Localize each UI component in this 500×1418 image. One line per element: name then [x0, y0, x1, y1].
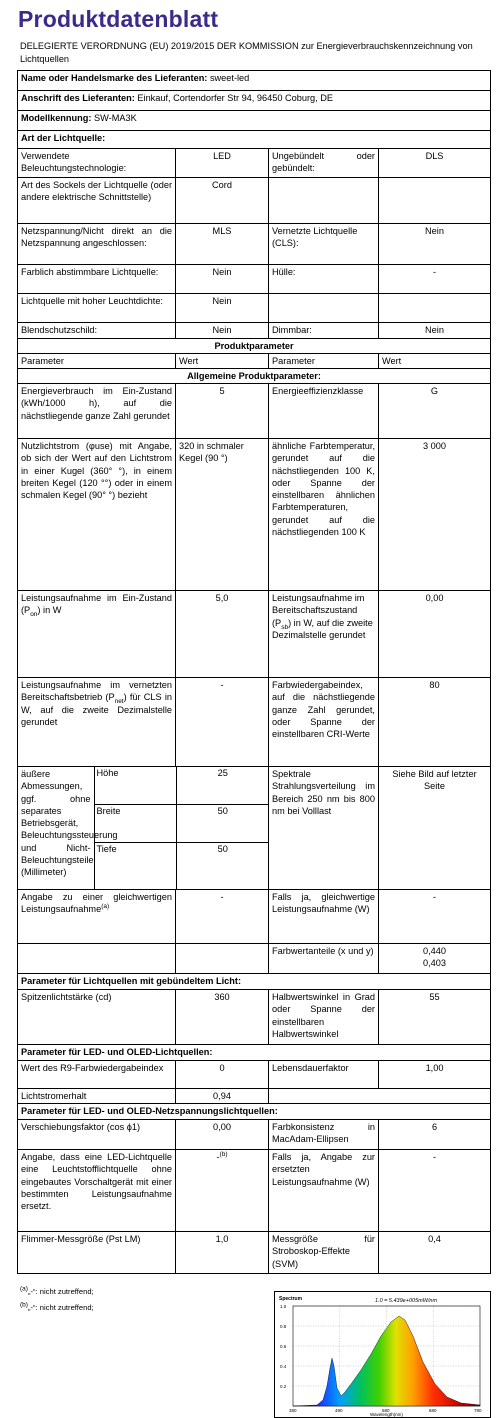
replacement-row [18, 1150, 491, 1232]
supplier-address-label: Anschrift des Lieferanten: [21, 93, 135, 103]
light-source-value: Nein [176, 294, 269, 323]
light-source-label: Art des Sockels der Lichtquelle (oder andere elektrische Schnittstelle) [18, 178, 176, 224]
on-mode-power-value: 5,0 [176, 591, 269, 678]
power-factor-label: Verschiebungsfaktor (cos ϕ1) [18, 1120, 176, 1150]
datasheet-table [17, 70, 491, 1274]
colour-temperature-label: ähnliche Farbtemperatur, gerundet auf die nächstliegenden 100 K, oder Spanne der einstellbaren ähnlichen Farbtemperaturen, gerundet auf die nächstliegenden 100 K [269, 439, 379, 591]
colour-consistency-value: 6 [379, 1120, 491, 1150]
power-factor-value: 0,00 [176, 1120, 269, 1150]
directional-heading-row [18, 974, 491, 990]
light-source-value: Nein [379, 224, 491, 265]
beam-angle-label: Halbwertswinkel in Grad oder Spanne der einstellbaren Halbwertswinkel [269, 990, 379, 1045]
spectrum-corner-label: Spectrum [279, 1296, 303, 1302]
light-source-label: Hülle: [269, 265, 379, 294]
consumption-row [18, 384, 491, 439]
spectrum-y-tick: 0.4 [280, 1364, 287, 1369]
height-label: Höhe [94, 767, 176, 805]
light-source-label: Netzspannung/Nicht direkt an die Netzspannung angeschlossen: [18, 224, 176, 265]
dimensions-row [18, 767, 491, 890]
model-row [18, 111, 491, 131]
energy-consumption-value: 5 [176, 384, 269, 439]
spectrum-y-tick: 0.8 [280, 1324, 287, 1329]
spectrum-image [274, 1291, 491, 1418]
light-source-label: Lichtquelle mit hoher Leuchtdichte: [18, 294, 176, 323]
general-params-heading-row [18, 369, 491, 384]
spectrum-x-tick: 380 [289, 1408, 297, 1413]
light-source-value: DLS [379, 149, 491, 178]
peak-intensity-label: Spitzenlichtstärke (cd) [18, 990, 176, 1045]
cri-label: Farbwiedergabeindex, auf die nächstliegende ganze Zahl gerundet, oder Spanne der einstellbaren CRI-Werte [269, 678, 379, 767]
param-column-header: Parameter [18, 354, 176, 369]
light-source-label: Vernetzte Lichtquelle (CLS): [269, 224, 379, 265]
directional-row [18, 990, 491, 1045]
power-factor-row [18, 1120, 491, 1150]
spectral-distribution-value: Siehe Bild auf letzter Seite [379, 767, 491, 890]
light-source-label: Farblich abstimmbare Lichtquelle: [18, 265, 176, 294]
replacement-wattage-value: - [379, 1150, 491, 1232]
model-value: SW-MA3K [94, 113, 137, 123]
light-source-label: Ungebündelt oder gebündelt: [269, 149, 379, 178]
regulation-intro: DELEGIERTE VERORDNUNG (EU) 2019/2015 DER KOMMISSION zur Energieverbrauchskennzeichnung von Lichtquellen [20, 41, 473, 64]
supplier-name-value: sweet-led [209, 73, 250, 83]
spectrum-plot [275, 1292, 490, 1417]
dimensions-label: äußere Abmessungen, ggf. ohne separates Betriebsgerät, Beleuchtungssteuerung und Nicht-Beleuchtungsteile (Millimeter) [18, 767, 94, 889]
stroboscopic-value: 0,4 [379, 1232, 491, 1274]
spectrum-y-tick: 1.0 [280, 1304, 287, 1309]
standby-power-value: 0,00 [379, 591, 491, 678]
spectrum-x-tick: 480 [335, 1408, 343, 1413]
flux-maintenance-label: Lichtstromerhalt [18, 1089, 176, 1104]
footnote-a: $^{(a)}$„-“: nicht zutreffend; [20, 1285, 94, 1296]
standby-power-label: Leistungsaufnahme im Bereitschaftszustand $(P_{sb})$ in W, auf die zweite Dezimalstelle gerundet [269, 591, 379, 678]
light-source-value: Nein [176, 323, 269, 339]
directional-heading: Parameter für Lichtquellen mit gebündeltem Licht: [18, 974, 491, 990]
light-source-label [269, 178, 379, 224]
supplier-name-label: Name oder Handelsmarke des Lieferanten: [21, 73, 208, 83]
light-source-value [379, 178, 491, 224]
replacement-claim-value: -$^{(b)}$ [176, 1150, 269, 1232]
useful-flux-value: 320 in schmaler Kegel (90 °) [176, 439, 269, 591]
colour-consistency-label: Farbkonsistenz in MacAdam-Ellipsen [269, 1120, 379, 1150]
light-source-row [18, 294, 491, 323]
r9-value: 0 [176, 1061, 269, 1089]
led-heading: Parameter für LED- und OLED-Lichtquellen: [18, 1045, 491, 1061]
cri-value: 80 [379, 678, 491, 767]
energy-consumption-label: Energieverbrauch im Ein-Zustand (kWh/1000 h), auf die nächstliegende ganze Zahl gerundet [18, 384, 176, 439]
r9-label: Wert des R9-Farbwiedergabeindex [18, 1061, 176, 1089]
supplier-address-row [18, 91, 491, 111]
beam-angle-value: 55 [379, 990, 491, 1045]
flicker-row [18, 1232, 491, 1274]
energy-class-value: G [379, 384, 491, 439]
on-mode-power-label: Leistungsaufnahme im Ein-Zustand $(P_{on})$ in W [18, 591, 176, 678]
stroboscopic-label: Messgröße für Stroboskop-Effekte (SVM) [269, 1232, 379, 1274]
light-source-value: - [379, 265, 491, 294]
general-params-heading: Allgemeine Produktparameter: [18, 369, 491, 384]
light-source-value: MLS [176, 224, 269, 265]
power-on-row [18, 591, 491, 678]
width-label: Breite [94, 805, 176, 843]
light-source-row [18, 323, 491, 339]
height-value: 25 [176, 767, 269, 805]
depth-value: 50 [217, 843, 228, 854]
product-params-heading-row [18, 339, 491, 354]
chromaticity-label: Farbwertanteile (x und y) [269, 944, 379, 974]
flicker-value: 1,0 [176, 1232, 269, 1274]
depth-label: Tiefe [94, 842, 176, 880]
equivalent-power-value: - [176, 890, 269, 944]
survival-factor-value: 1,00 [379, 1061, 491, 1089]
flux-maintenance-value: 0,94 [176, 1089, 269, 1104]
spectrum-y-tick: 0.6 [280, 1344, 287, 1349]
page-title: Produktdatenblatt [18, 6, 219, 32]
chromaticity-value: 0,440 0,403 [379, 944, 491, 974]
colour-temperature-value: 3 000 [379, 439, 491, 591]
light-source-label: Dimmbar: [269, 323, 379, 339]
light-source-row [18, 265, 491, 294]
useful-flux-label: Nutzlichtstrom (φuse) mit Angabe, ob sich der Wert auf den Lichtstrom in einer Kugel (360° °), in einem breiten Kegel (120 °°) oder in einem schmalen Kegel (90° °) bezieht [18, 439, 176, 591]
equivalent-wattage-value: - [379, 890, 491, 944]
supplier-address-value: Einkauf, Cortendorfer Str 94, 96450 Coburg, DE [137, 93, 334, 103]
equivalent-row [18, 890, 491, 944]
light-source-value [379, 294, 491, 323]
light-source-row [18, 224, 491, 265]
light-source-label: Verwendete Beleuchtungstechnologie: [18, 149, 176, 178]
flux-row [18, 439, 491, 591]
light-source-row [18, 178, 491, 224]
light-source-label: Blendschutzschild: [18, 323, 176, 339]
led-heading-row [18, 1045, 491, 1061]
light-source-row [18, 149, 491, 178]
equivalent-wattage-label: Falls ja, gleichwertige Leistungsaufnahme (W) [269, 890, 379, 944]
spectrum-x-tick: 780 [474, 1408, 482, 1413]
value-column-header: Wert [379, 354, 491, 369]
power-net-row [18, 678, 491, 767]
footnote-b: $^{(b)}$„-“: nicht zutreffend; [20, 1301, 94, 1312]
spectrum-y-tick: 0.2 [280, 1384, 287, 1389]
peak-intensity-value: 360 [176, 990, 269, 1045]
light-source-heading-row [18, 131, 491, 149]
model-label: Modellkennung: [21, 113, 92, 123]
flicker-label: Flimmer-Messgröße (Pst LM) [18, 1232, 176, 1274]
led-mains-heading-row [18, 1104, 491, 1120]
product-params-heading: Produktparameter [18, 339, 491, 354]
replacement-wattage-label: Falls ja, Angabe zur ersetzten Leistungsaufnahme (W) [269, 1150, 379, 1232]
led-row [18, 1061, 491, 1089]
param-column-header: Parameter [269, 354, 379, 369]
replacement-claim-label: Angabe, dass eine LED-Lichtquelle eine Leuchtstofflichtquelle ohne eingebautes Vorschaltgerät mit einer bestimmten Leistungsaufnahme ersetzt. [18, 1150, 176, 1232]
led-mains-heading: Parameter für LED- und OLED-Netzspannungslichtquellen: [18, 1104, 491, 1120]
dimensions-cell [18, 767, 269, 890]
spectrum-x-tick: 680 [429, 1408, 437, 1413]
light-source-value: LED [176, 149, 269, 178]
light-source-heading: Art der Lichtquelle: [18, 131, 491, 149]
column-header-row [18, 354, 491, 369]
supplier-name-row [18, 71, 491, 91]
spectrum-header: 1.0 = 5.439e+005mW/nm [375, 1298, 438, 1304]
flux-maintenance-row [18, 1089, 491, 1104]
energy-class-label: Energieeffizienzklasse [269, 384, 379, 439]
value-column-header: Wert [176, 354, 269, 369]
light-source-value: Nein [176, 265, 269, 294]
chromaticity-row [18, 944, 491, 974]
spectral-distribution-label: Spektrale Strahlungsverteilung im Bereich 250 nm bis 800 nm bei Volllast [269, 767, 379, 890]
width-value: 50 [176, 805, 269, 843]
networked-standby-label: Leistungsaufnahme im vernetzten Bereitschaftsbetrieb $(P_{net})$ für CLS in W, auf die zweite Dezimalstelle gerundet [18, 678, 176, 767]
light-source-value: Nein [379, 323, 491, 339]
survival-factor-label: Lebensdauerfaktor [269, 1061, 379, 1089]
light-source-label [269, 294, 379, 323]
equivalent-power-label: Angabe zu einer gleichwertigen Leistungsaufnahme$^{(a)}$ [18, 890, 176, 944]
spectrum-x-label: Wavelength(nm) [370, 1412, 403, 1417]
spectrum-x-tick: 580 [382, 1408, 390, 1413]
networked-standby-value: - [176, 678, 269, 767]
light-source-value: Cord [176, 178, 269, 224]
